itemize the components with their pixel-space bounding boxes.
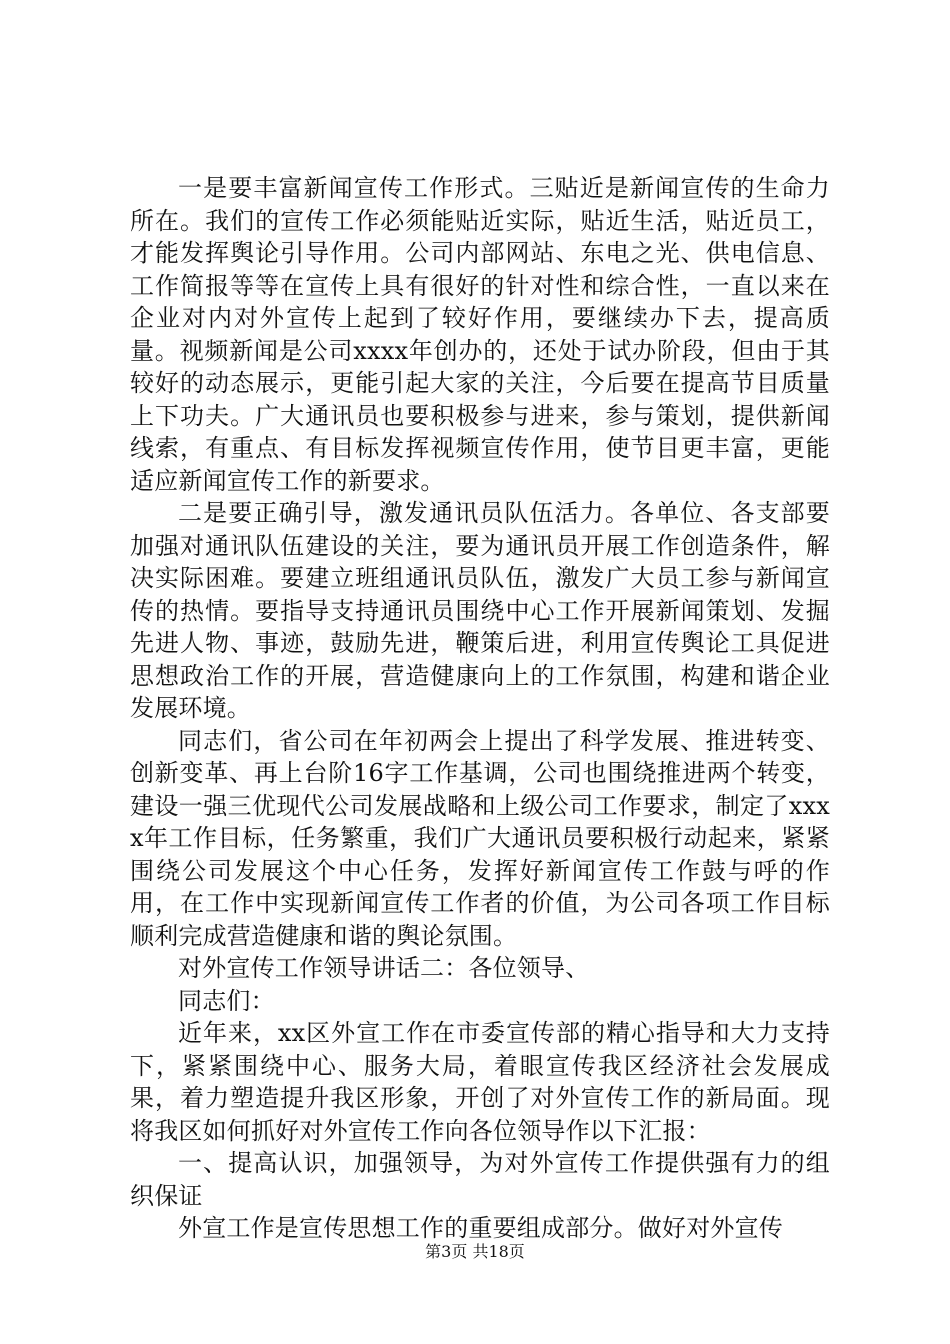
paragraph-7: 一、提高认识，加强领导，为对外宣传工作提供强有力的组织保证 [130, 1149, 830, 1210]
paragraph-3: 同志们，省公司在年初两会上提出了科学发展、推进转变、创新变革、再上台阶16字工作基调，公司也围绕推进两个转变，建设一强三优现代公司发展战略和上级公司工作要求，制定了xxxx年工作目标，任务繁重，我们广大通讯员要积极行动起来，紧紧围绕公司发展这个中心任务，发挥好新闻宣传工作鼓与呼的作用，在工作中实现新闻宣传工作者的价值，为公司各项工作目标顺利完成营造健康和谐的舆论氛围。 [130, 726, 830, 950]
document-body [130, 172, 830, 1245]
page-footer [0, 1242, 950, 1262]
paragraph-2: 二是要正确引导，激发通讯员队伍活力。各单位、各支部要加强对通讯队伍建设的关注，要为通讯员开展工作创造条件，解决实际困难。要建立班组通讯员队伍，激发广大员工参与新闻宣传的热情。要指导支持通讯员围绕中心工作开展新闻策划、发掘先进人物、事迹，鼓励先进，鞭策后进，利用宣传舆论工具促进思想政治工作的开展，营造健康向上的工作氛围，构建和谐企业发展环境。 [130, 499, 830, 722]
paragraph-6: 近年来，xx区外宣工作在市委宣传部的精心指导和大力支持下，紧紧围绕中心、服务大局，着眼宣传我区经济社会发展成果，着力塑造提升我区形象，开创了对外宣传工作的新局面。现将我区如何抓好对外宣传工作向各位领导作以下汇报： [130, 1019, 830, 1145]
paragraph-4: 对外宣传工作领导讲话二：各位领导、 [178, 954, 590, 982]
page-number-label: 第3页 共18页 [425, 1242, 525, 1261]
paragraph-5: 同志们： [178, 986, 275, 1015]
paragraph-1: 一是要丰富新闻宣传工作形式。三贴近是新闻宣传的生命力所在。我们的宣传工作必须能贴近实际，贴近生活，贴近员工，才能发挥舆论引导作用。公司内部网站、东电之光、供电信息、工作简报等等在宣传上具有很好的针对性和综合性，一直以来在企业对内对外宣传上起到了较好作用，要继续办下去，提高质量。视频新闻是公司xxxx年创办的，还处于试办阶段，但由于其较好的动态展示，更能引起大家的关注，今后要在提高节目质量上下功夫。广大通讯员也要积极参与进来，参与策划，提供新闻线索，有重点、有目标发挥视频宣传作用，使节目更丰富，更能适应新闻宣传工作的新要求。 [130, 174, 830, 495]
paragraph-8: 外宣工作是宣传思想工作的重要组成部分。做好对外宣传 [178, 1214, 783, 1242]
